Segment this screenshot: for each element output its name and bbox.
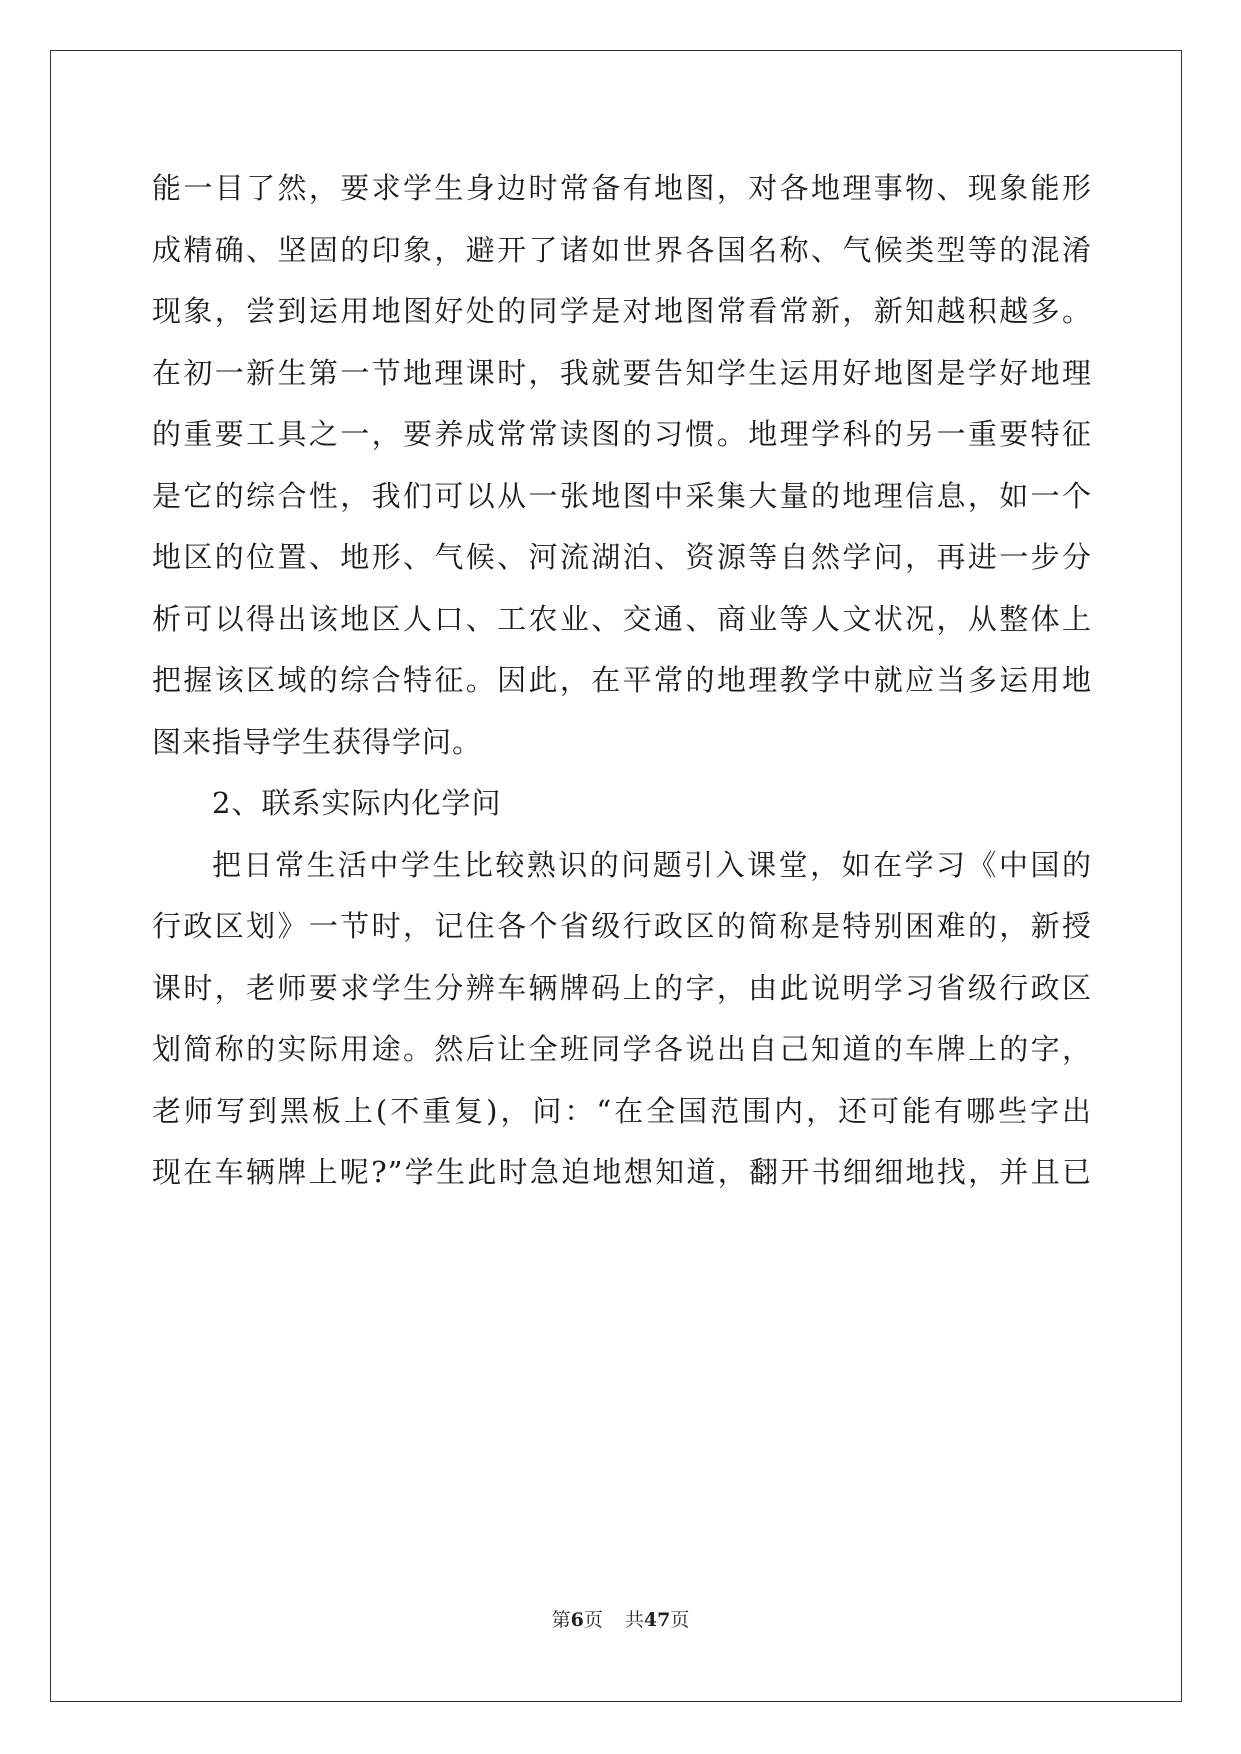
text-line: 划简称的实际用途。然后让全班同学各说出自己知道的车牌上的字， xyxy=(152,1032,1092,1066)
paragraph-first-line: 把日常生活中学生比较熟识的问题引入课堂，如在学习《中国的 xyxy=(212,847,1092,882)
page-suffix: 页 xyxy=(583,1609,603,1631)
total-pages: 47 xyxy=(643,1609,671,1631)
text-line: 老师写到黑板上(不重复)，问：“在全国范围内，还可能有哪些字出 xyxy=(152,1093,1092,1128)
total-suffix: 页 xyxy=(670,1609,690,1631)
text-line: 成精确、坚固的印象，避开了诸如世界各国名称、气候类型等的混淆 xyxy=(152,232,1092,267)
text-line: 课时，老师要求学生分辨车辆牌码上的字，由此说明学习省级行政区 xyxy=(152,970,1092,1005)
text-line: 现象，尝到运用地图好处的同学是对地图常看常新，新知越积越多。 xyxy=(152,294,1092,328)
text-line: 的重要工具之一，要养成常常读图的习惯。地理学科的另一重要特征 xyxy=(152,417,1092,451)
text-line: 能一目了然，要求学生身边时常备有地图，对各地理事物、现象能形 xyxy=(152,171,1092,205)
text-line: 图来指导学生获得学问。 xyxy=(152,724,483,759)
text-line: 在初一新生第一节地理课时，我就要告知学生运用好地图是学好地理 xyxy=(152,355,1092,390)
text-line: 把握该区域的综合特征。因此，在平常的地理教学中就应当多运用地 xyxy=(152,663,1092,697)
document-body xyxy=(152,158,1092,1204)
page-number: 6 xyxy=(570,1609,584,1631)
text-line: 行政区划》一节时，记住各个省级行政区的简称是特别困难的，新授 xyxy=(152,909,1092,943)
text-line: 地区的位置、地形、气候、河流湖泊、资源等自然学问，再进一步分 xyxy=(152,540,1092,574)
section-heading: 2、联系实际内化学问 xyxy=(212,786,502,820)
total-prefix: 共 xyxy=(624,1609,644,1631)
page-prefix: 第 xyxy=(551,1609,571,1631)
page-footer xyxy=(0,1605,1241,1632)
text-line: 是它的综合性，我们可以从一张地图中采集大量的地理信息，如一个 xyxy=(152,478,1092,513)
text-line: 析可以得出该地区人口、工农业、交通、商业等人文状况，从整体上 xyxy=(152,601,1092,636)
text-line: 现在车辆牌上呢?”学生此时急迫地想知道，翻开书细细地找，并且已 xyxy=(152,1155,1092,1189)
